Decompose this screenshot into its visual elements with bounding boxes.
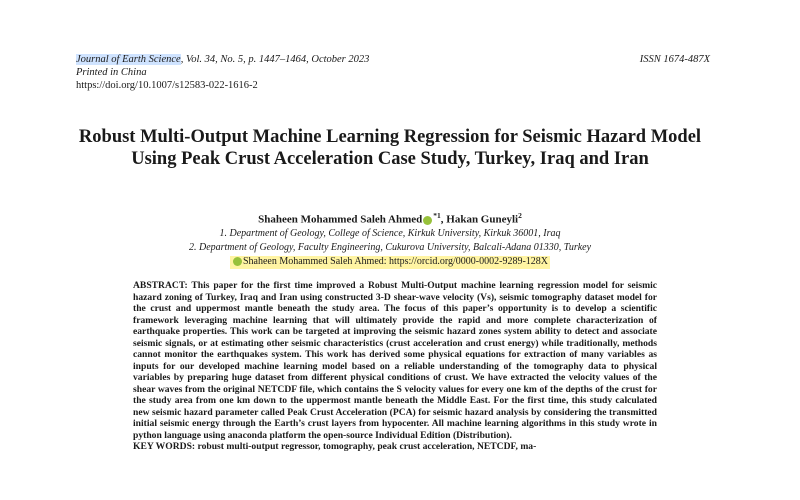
keywords-text: robust multi-output regressor, tomography, peak crust acceleration, NETCDF, ma- [195, 441, 537, 452]
orcid-icon-small [233, 257, 242, 266]
orcid-icon[interactable] [423, 216, 432, 225]
journal-name: Journal of Earth Science [76, 54, 181, 65]
orcid-text: Shaheen Mohammed Saleh Ahmed: https://orcid.org/0000-0002-9289-128X [242, 256, 549, 268]
author-line [70, 210, 710, 226]
affiliation-2: 2. Department of Geology, Faculty Engineering, Cukurova University, Balcali-Adana 01330, Turkey [188, 241, 592, 253]
keywords-label: KEY WORDS: [133, 441, 196, 452]
keywords-paragraph [133, 441, 657, 453]
issn: ISSN 1674-487X [639, 54, 710, 65]
doi-link[interactable]: https://doi.org/10.1007/s12583-022-1616-2 [76, 80, 258, 91]
citation-line [76, 53, 710, 66]
affiliation-1: 1. Department of Geology, College of Science, Kirkuk University, Kirkuk 36001, Iraq [219, 228, 561, 240]
citation-details: , Vol. 34, No. 5, p. 1447–1464, October 2023 [180, 54, 370, 65]
orcid-line[interactable] [230, 256, 550, 269]
paper-title: Robust Multi-Output Machine Learning Regression for Seismic Hazard Model Using Peak Crust Acceleration Case Study, Turkey, Iraq and Iran [78, 127, 702, 169]
author-1-name: Shaheen Mohammed Saleh Ahmed [258, 213, 423, 226]
author-2-name: Hakan Guneyli [446, 213, 519, 226]
author-block [70, 210, 710, 269]
article-header [76, 53, 710, 92]
abstract-label: ABSTRACT: [133, 280, 188, 291]
abstract-text: This paper for the first time improved a Robust Multi-Output machine learning regression model for seismic hazard zoning of Turkey, Iraq and Iran using constructed 3-D shear-wave velocity (Vs), seismic tomography dataset model for the crust and uppermost mantle beneath the study area. The focus of this paper’s opportunity is to develop a scientific framework leveraging machine learning that will ultimately provide the rapid and more complete characterization of earthquake properties. This work can be targeted at improving the seismic hazard zones system ability to detect and associate seismic signals, or at estimating other seismic characteristics (crust acceleration and crust energy) while traditionally, methods cannot monitor the earthquakes system. This work has derived some physical equations for extraction of many variables as inputs for our developed machine learning model based on a reliable understanding of the tomography data to physical variables by preparing huge dataset from different physical conditions of crust. We have extracted the velocity values of the shear waves from the original NETCDF file, which contains the S velocity values for every one km of the depths of the crust for the study area from one km down to the uppermost mantle beneath the Middle East. For the first time, this study calculated new seismic hazard parameter called Peak Crust Acceleration (PCA) for seismic hazard analysis by considering the transmitted initial seismic energy through the Earth’s crust layers from hypocenter. All machine learning algorithms in this study wrote in python language using anaconda platform the open-source Individual Edition (Distribution). [133, 280, 657, 441]
abstract [133, 280, 657, 453]
abstract-paragraph [133, 280, 657, 441]
author-2-marker: 2 [518, 211, 522, 220]
author-separator: , [440, 213, 447, 226]
author-1-marker: *1 [433, 211, 441, 220]
printed-in: Printed in China [76, 67, 147, 78]
